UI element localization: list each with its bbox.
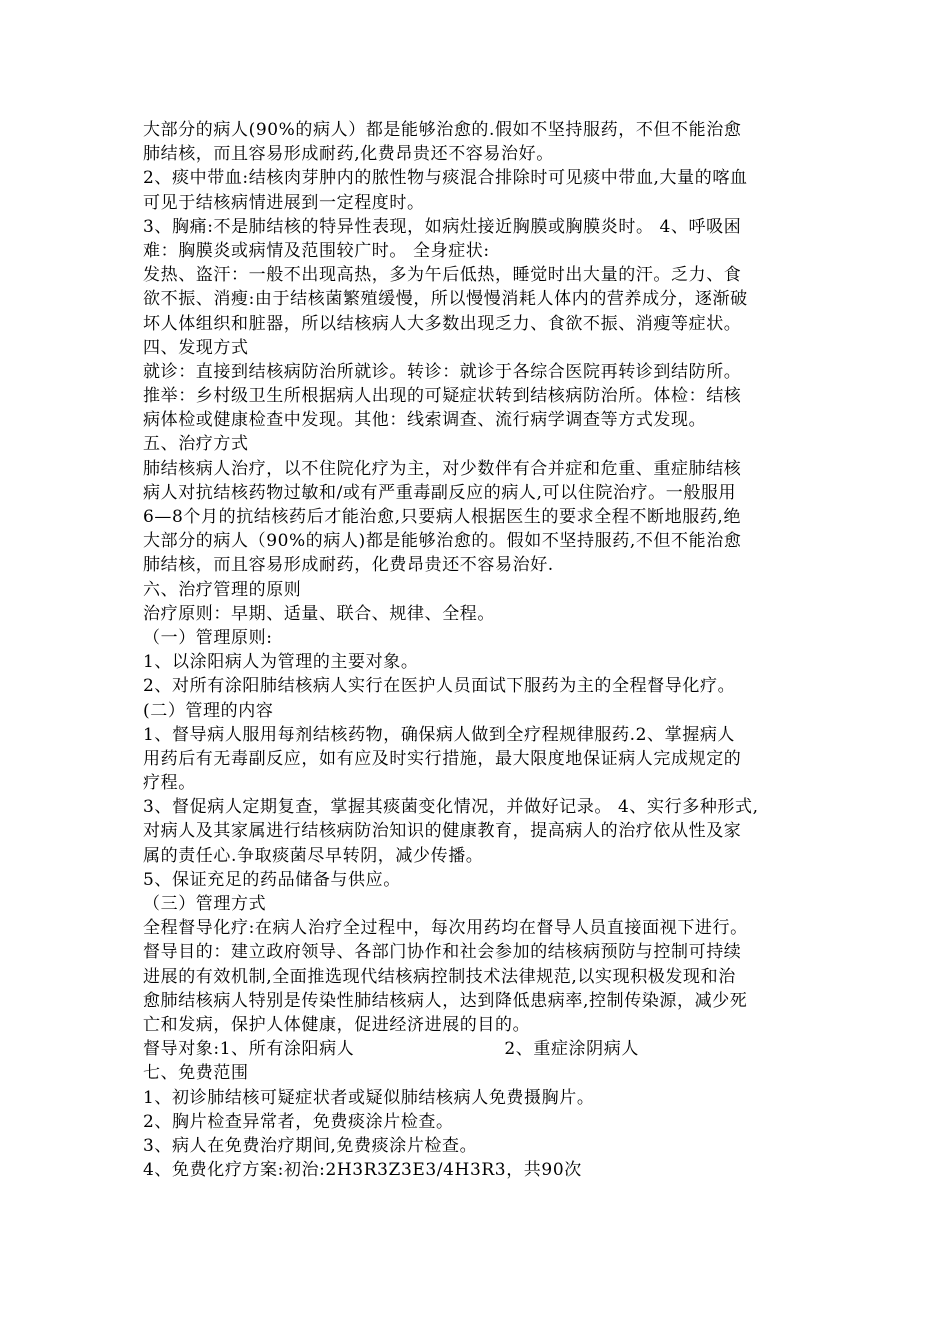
text-line: 愈肺结核病人特别是传染性肺结核病人，达到降低患病率,控制传染源，减少死 — [143, 990, 748, 1011]
text-line: 4、免费化疗方案:初治:2H3R3Z3E3/4H3R3，共90次 — [143, 1160, 582, 1181]
text-line: 3、胸痛:不是肺结核的特异性表现，如病灶接近胸膜或胸膜炎时。 4、呼吸困 — [143, 216, 742, 237]
section-heading: 六、治疗管理的原则 — [143, 579, 302, 600]
text-line: 对病人及其家属进行结核病防治知识的健康教育，提高病人的治疗依从性及家 — [143, 821, 742, 842]
section-heading: 七、免费范围 — [143, 1063, 249, 1084]
text-line: 大部分的病人(90%的病人）都是能够治愈的.假如不坚持服药，不但不能治愈 — [143, 120, 742, 140]
document-body — [143, 118, 818, 1182]
text-line: 发热、盗汗：一般不出现高热，多为午后低热，睡觉时出大量的汗。乏力、食 — [143, 265, 742, 286]
text-line: 病体检或健康检查中发现。其他：线索调查、流行病学调查等方式发现。 — [143, 410, 707, 431]
subsection-heading: （三）管理方式 — [143, 894, 267, 914]
text-line: 肺结核，而且容易形成耐药，化费昂贵还不容易治好. — [143, 555, 554, 576]
section-heading: 五、治疗方式 — [143, 434, 249, 455]
subsection-heading: (二）管理的内容 — [143, 700, 274, 721]
section-heading: 四、发现方式 — [143, 337, 249, 358]
text-line: 2、胸片检查异常者，免费痰涂片检查。 — [143, 1111, 454, 1132]
text-line: 进展的有效机制,全面推选现代结核病控制技术法律规范,以实现积极发现和治 — [143, 966, 736, 987]
text-line: 病人对抗结核药物过敏和/或有严重毒副反应的病人,可以住院治疗。一般服用 — [143, 482, 737, 503]
text-line: 3、病人在免费治疗期间,免费痰涂片检查。 — [143, 1135, 478, 1156]
text-line: 坏人体组织和脏器，所以结核病人大多数出现乏力、食欲不振、消瘦等症状。 — [143, 313, 742, 334]
target-left: 督导对象:1、所有涂阳病人 — [143, 1039, 355, 1060]
text-line: 推举：乡村级卫生所根据病人出现的可疑症状转到结核病防治所。体检：结核 — [143, 386, 742, 407]
text-line: 1、督导病人服用每剂结核药物，确保病人做到全疗程规律服药.2、掌握病人 — [143, 724, 736, 745]
text-line: 肺结核，而且容易形成耐药,化费昂贵还不容易治好。 — [143, 144, 554, 165]
text-line: 属的责任心.争取痰菌尽早转阴，减少传播。 — [143, 845, 484, 866]
text-line: 5、保证充足的药品储备与供应。 — [143, 869, 401, 890]
text-line: 1、初诊肺结核可疑症状者或疑似肺结核病人免费摄胸片。 — [143, 1087, 595, 1108]
text-line: 2、痰中带血:结核肉芽肿内的脓性物与痰混合排除时可见痰中带血,大量的喀血 — [143, 168, 748, 189]
text-line: 1、以涂阳病人为管理的主要对象。 — [143, 652, 419, 673]
text-line: 2、对所有涂阳肺结核病人实行在医护人员面试下服药为主的全程督导化疗。 — [143, 676, 736, 697]
text-line: 大部分的病人（90%的病人)都是能够治愈的。假如不坚持服药,不但不能治愈 — [143, 531, 742, 552]
text-line: 难：胸膜炎或病情及范围较广时。 全身症状: — [143, 240, 490, 261]
text-line: 亡和发病，保护人体健康，促进经济进展的目的。 — [143, 1014, 531, 1035]
text-line: 6—8个月的抗结核药后才能治愈,只要病人根据医生的要求全程不断地服药,绝 — [143, 507, 742, 527]
text-line: 治疗原则：早期、适量、联合、规律、全程。 — [143, 603, 495, 624]
text-line: 肺结核病人治疗，以不住院化疗为主，对少数伴有合并症和危重、重症肺结核 — [143, 458, 742, 479]
text-line: 全程督导化疗:在病人治疗全过程中，每次用药均在督导人员直接面视下进行。 — [143, 918, 748, 939]
text-line: 疗程。 — [143, 773, 196, 794]
text-line: 可见于结核病情进展到一定程度时。 — [143, 192, 425, 213]
text-line: 就诊：直接到结核病防治所就诊。转诊：就诊于各综合医院再转诊到结防所。 — [143, 361, 742, 382]
text-line: 用药后有无毒副反应，如有应及时实行措施，最大限度地保证病人完成规定的 — [143, 748, 742, 769]
target-right: 2、重症涂阴病人 — [504, 1039, 639, 1060]
text-line: 欲不振、消瘦:由于结核菌繁殖缓慢，所以慢慢消耗人体内的营养成分，逐渐破 — [143, 289, 748, 310]
text-line: 督导目的：建立政府领导、各部门协作和社会参加的结核病预防与控制可持续 — [143, 942, 742, 963]
subsection-heading: （一）管理原则: — [143, 627, 273, 648]
text-line: 3、督促病人定期复查，掌握其痰菌变化情况，并做好记录。 4、实行多种形式, — [143, 797, 759, 818]
target-line — [143, 1037, 818, 1061]
